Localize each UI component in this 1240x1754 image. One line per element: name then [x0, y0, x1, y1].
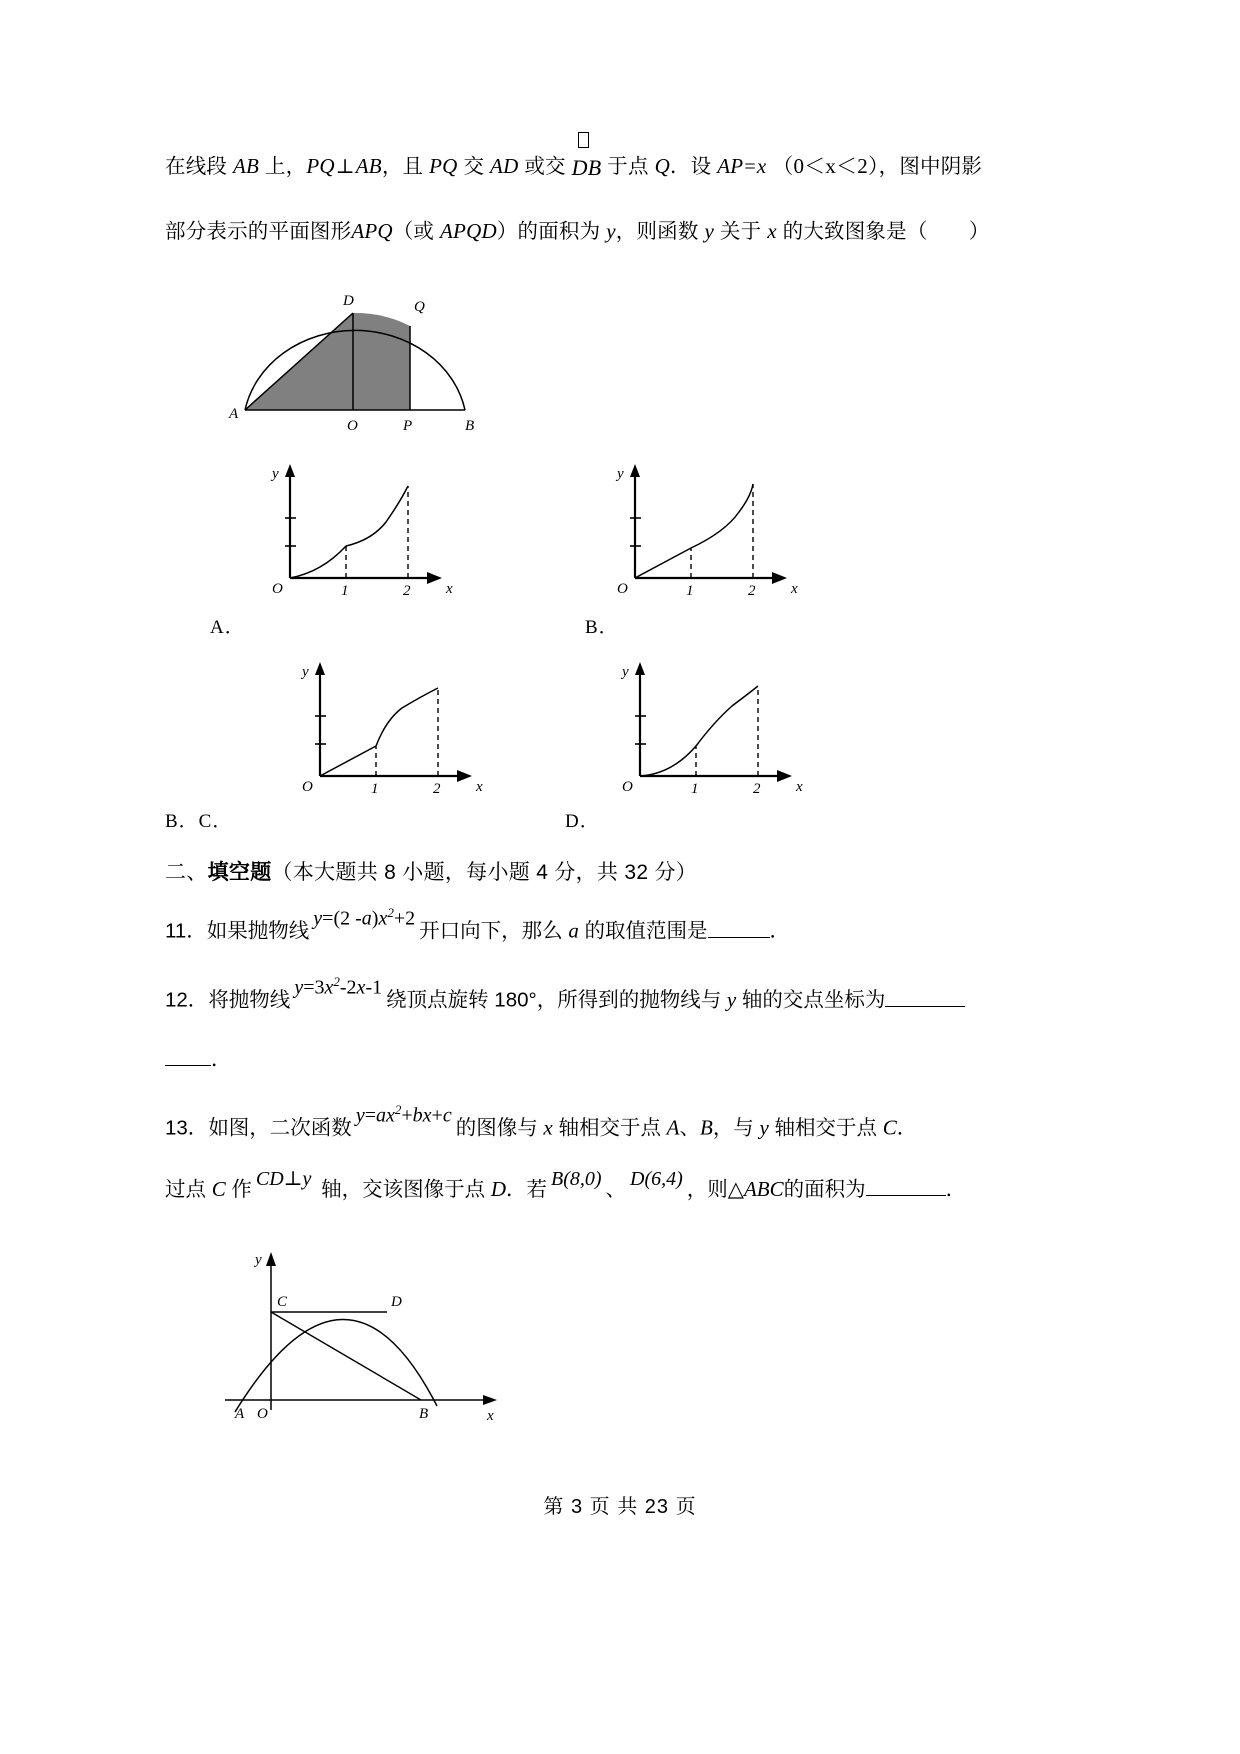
question10-stem-line2: [165, 215, 1100, 248]
section-2-heading: [165, 856, 1100, 886]
question-13-line2: [165, 1167, 1100, 1206]
q13b-comma: 、: [605, 1177, 627, 1201]
q12-exp: 2: [333, 974, 340, 990]
q11-lhs: y: [313, 907, 323, 930]
option-c-yaxis-label: y: [302, 663, 309, 680]
q10-text-4: 交: [457, 155, 491, 178]
section-2-title: 填空题: [207, 860, 272, 884]
q10-y-2: y: [704, 219, 714, 244]
q12-c3: 3: [314, 976, 325, 999]
q10-ab-2: AB: [355, 154, 382, 178]
parabola-curve: [235, 1319, 437, 1412]
q10-x-2: x: [767, 219, 777, 244]
q10-text-8: ，图中阴影: [878, 155, 983, 178]
q11-paren-close: ): [371, 907, 379, 930]
arc-db-label: DB: [571, 155, 602, 180]
q10-text-5: 或交: [518, 155, 572, 178]
q11-eq: =: [322, 907, 334, 930]
q10-equals: =: [744, 156, 756, 178]
q10-y-1: y: [606, 219, 616, 244]
option-c-curve-seg1: [320, 746, 376, 776]
q12-text-d: ．: [211, 1047, 232, 1071]
option-b-yaxis-arrow: [630, 464, 640, 477]
q10-pq-2: PQ: [429, 154, 458, 178]
q11-var-a: a: [568, 918, 579, 943]
q13-comma: 、: [679, 1117, 700, 1141]
option-d-curve: [640, 686, 758, 776]
option-c-graph[interactable]: [290, 658, 520, 793]
q12-var2: x: [356, 976, 366, 999]
option-a-xtick-label-2: 2: [403, 582, 411, 595]
arc-db: [572, 151, 602, 185]
q13b-text-b: 作: [225, 1177, 252, 1201]
q10b-text-4: ，则函数: [615, 220, 705, 244]
option-c-yaxis-arrow: [315, 662, 325, 675]
q10-text-2: 上，: [259, 155, 307, 178]
q12-number: 12．: [165, 988, 209, 1012]
parabola-label-D: D: [391, 1293, 402, 1310]
q11-paren-open: (: [333, 907, 341, 930]
q13-exp: 2: [394, 1102, 402, 1118]
q12-formula: [294, 972, 382, 1003]
option-label-c[interactable]: B．C．: [165, 810, 233, 832]
q13b-text-g: ．: [945, 1177, 967, 1201]
q13-lhs: y: [355, 1105, 365, 1128]
q10b-text-1: 部分表示的平面图形: [165, 220, 352, 244]
page-content: [165, 150, 1100, 1455]
q12-answer-blank-part1[interactable]: [885, 990, 965, 1007]
q10-text-7: ．设: [669, 155, 718, 178]
figure-label-B: B: [465, 417, 475, 434]
option-c-origin-label: O: [302, 778, 313, 793]
option-c-xaxis-arrow: [457, 770, 472, 782]
option-b-origin-label: O: [617, 580, 628, 595]
q10b-text-3: ）的面积为: [496, 220, 607, 244]
option-d-graph[interactable]: [610, 658, 840, 793]
question10-stem-line1: [165, 150, 1100, 185]
q10-range: （0＜x＜2）: [772, 154, 879, 178]
q13-formula: [356, 1100, 452, 1131]
option-d-xtick-label-1: 1: [691, 780, 699, 793]
figure-label-D: D: [343, 292, 354, 309]
q13-plus: +: [401, 1105, 413, 1128]
q12-text-a: 将抛物线: [208, 988, 291, 1012]
q13-text-a: 如图，二次函数: [208, 1117, 352, 1141]
q10-pq-1: PQ: [306, 154, 335, 178]
parabola-yaxis-arrow: [266, 1252, 276, 1266]
option-a-curve-seg2: [346, 486, 408, 546]
q13-pt-c: C: [882, 1116, 897, 1141]
q13-var: x: [385, 1105, 395, 1128]
q12-c1: 1: [372, 976, 383, 999]
q12-eq: =: [303, 976, 315, 999]
section-2-detail: （本大题共 8 小题，每小题 4 分，共 32 分）: [271, 860, 698, 884]
question-12: [165, 974, 1100, 1075]
option-b-xtick-label-1: 1: [686, 582, 694, 595]
option-a-yaxis-arrow: [285, 464, 295, 477]
q13-number: 13．: [165, 1117, 209, 1141]
q11-plus: +: [393, 907, 406, 930]
parabola-label-A: A: [235, 1405, 245, 1422]
option-c-xtick-label-2: 2: [433, 780, 441, 793]
q13-a: a: [375, 1105, 386, 1128]
option-label-a[interactable]: A．: [210, 616, 245, 638]
option-b-xaxis-label: x: [791, 580, 798, 595]
q12-minus: -: [339, 976, 347, 999]
option-a-yaxis-label: y: [272, 465, 279, 482]
q11-text-a: 如果抛物线: [206, 919, 310, 943]
q13b-text-f: 的面积为: [783, 1177, 866, 1201]
q13-text-e: 轴相交于点: [768, 1117, 883, 1141]
semicircle-diagram: [225, 278, 525, 443]
figure-label-Q: Q: [414, 298, 425, 315]
q13-text-c: 轴相交于点: [552, 1117, 667, 1141]
parabola-label-C: C: [276, 1293, 287, 1310]
option-a-graph[interactable]: [260, 460, 490, 595]
option-b-xtick-label-2: 2: [748, 582, 756, 595]
option-c-xaxis-label: x: [476, 778, 483, 793]
arc-symbol-box: [578, 132, 589, 148]
options-label-row-1: [165, 612, 1100, 646]
q12-answer-blank-part2[interactable]: [165, 1049, 211, 1066]
q12-minus2: -: [365, 976, 373, 999]
q10-text-6: 于点: [601, 155, 655, 178]
q13b-cd-perp-y: [256, 1164, 312, 1194]
q10-point-q: Q: [654, 154, 670, 178]
option-c-xtick-label-1: 1: [371, 780, 379, 793]
option-a-curve-seg1: [290, 546, 346, 578]
q13b-perp: ⊥: [283, 1167, 303, 1190]
segment-cb: [271, 1312, 421, 1400]
parabola-diagram: [205, 1240, 535, 1445]
q13b-cd: CD: [255, 1167, 284, 1190]
q13-plus2: +: [431, 1105, 443, 1128]
q13-pt-b: B: [699, 1116, 713, 1141]
q11-const: 2: [405, 907, 416, 930]
q13b-coord-d: D(6,4): [630, 1167, 683, 1190]
option-d-origin-label: O: [622, 778, 633, 793]
q13b-coord-b: B(8,0): [550, 1167, 602, 1190]
q11-a: a: [361, 907, 372, 930]
option-c-curve-seg2: [376, 688, 438, 746]
option-d-yaxis-label: y: [622, 663, 629, 680]
q12-c2: 2: [346, 976, 357, 999]
q12-continuation: [165, 1045, 1100, 1076]
options-row-ab: [165, 452, 1100, 612]
option-d-yaxis-arrow: [635, 662, 645, 675]
q13-answer-blank[interactable]: [866, 1179, 946, 1196]
q12-text-b: 绕顶点旋转 180°，所得到的抛物线与: [386, 988, 727, 1012]
q10b-text-5: 关于: [714, 220, 768, 244]
q11-formula: [313, 903, 415, 934]
option-a-origin-label: O: [272, 580, 283, 595]
q11-coef: 2 -: [340, 907, 362, 930]
q13b-text-e: ，则: [686, 1177, 728, 1201]
q11-number: 11．: [165, 919, 207, 943]
parabola-xaxis-arrow: [483, 1395, 497, 1405]
option-b-yaxis-label: y: [617, 465, 624, 482]
page-footer: 第 3 页 共 23 页: [543, 1496, 697, 1518]
q10-apqd: APQD: [440, 219, 497, 244]
q13-b: b: [412, 1105, 423, 1128]
figure-label-A: A: [229, 405, 239, 422]
q13b-text-a: 过点: [165, 1177, 212, 1201]
option-b-curve: [635, 484, 753, 578]
q11-var: x: [378, 907, 388, 930]
option-label-b[interactable]: B．: [585, 616, 619, 638]
q13-c: c: [442, 1105, 452, 1128]
q13-eq: =: [364, 1105, 376, 1128]
q11-exp: 2: [387, 904, 394, 920]
q12-lhs: y: [294, 976, 304, 999]
option-a-xtick-label-1: 1: [341, 582, 349, 595]
q10-x: x: [756, 154, 767, 178]
option-d-xaxis-arrow: [777, 770, 792, 782]
parabola-label-B: B: [419, 1405, 429, 1422]
q10-apq: APQ: [351, 219, 393, 244]
q13b-pt-d: D: [490, 1176, 506, 1201]
q10-text-1: 在线段: [165, 155, 233, 178]
q13b-text-c: 轴，交该图像于点: [315, 1177, 491, 1201]
q11-text-b: 开口向下，那么: [419, 919, 569, 943]
parabola-label-O: O: [257, 1405, 268, 1422]
q10b-text-6: 的大致图象是（ ）: [776, 220, 990, 244]
question-13: [165, 1102, 1100, 1144]
q11-text-d: ．: [769, 919, 791, 943]
q10-ad: AD: [490, 154, 519, 178]
parabola-label-x: x: [487, 1407, 494, 1424]
option-label-d[interactable]: D．: [565, 810, 600, 832]
question10-figure: [165, 278, 1100, 448]
q10-ab-1: AB: [233, 154, 260, 178]
option-b-xaxis-arrow: [772, 572, 787, 584]
q13b-y: y: [302, 1167, 312, 1190]
q10-text-3: ，且: [381, 155, 430, 178]
option-a-xaxis-label: x: [446, 580, 453, 595]
q13-pt-a: A: [666, 1116, 680, 1141]
q11-answer-blank[interactable]: [708, 921, 770, 938]
q12-text-c: 轴的交点坐标为: [736, 988, 886, 1012]
q12-axis-y: y: [726, 987, 737, 1012]
q13-text-b: 的图像与: [455, 1117, 544, 1141]
option-d-xaxis-label: x: [796, 778, 803, 793]
figure-label-P: P: [403, 417, 413, 434]
question13-figure: [165, 1240, 1100, 1455]
q13b-pt-c: C: [211, 1176, 226, 1201]
option-b-graph[interactable]: [605, 460, 835, 595]
shaded-region-dpq: [353, 313, 410, 410]
q13-text-d: ，与: [712, 1117, 760, 1141]
q13-text-f: ．: [896, 1117, 918, 1141]
options-row-cd: [165, 646, 1100, 806]
q13-axis-y: y: [759, 1116, 769, 1141]
figure-label-O: O: [347, 417, 358, 434]
section-2-prefix: 二、: [165, 860, 208, 884]
option-d-xtick-label-2: 2: [753, 780, 761, 793]
option-a-xaxis-arrow: [427, 572, 442, 584]
q13-axis-x: x: [543, 1116, 553, 1141]
q11-text-c: 的取值范围是: [578, 919, 708, 943]
parabola-label-y: y: [255, 1251, 262, 1268]
q10b-text-2: （或: [392, 220, 441, 244]
q13b-triangle-abc: △ABC: [727, 1176, 784, 1201]
q12-var: x: [324, 976, 334, 999]
perpendicular-symbol: ⊥: [335, 156, 355, 178]
q10-ap: AP: [717, 154, 744, 178]
options-label-row-2: [165, 806, 1100, 840]
q13-var2: x: [422, 1105, 432, 1128]
question-11: [165, 904, 1100, 947]
q13b-text-d: ．若: [505, 1177, 547, 1201]
